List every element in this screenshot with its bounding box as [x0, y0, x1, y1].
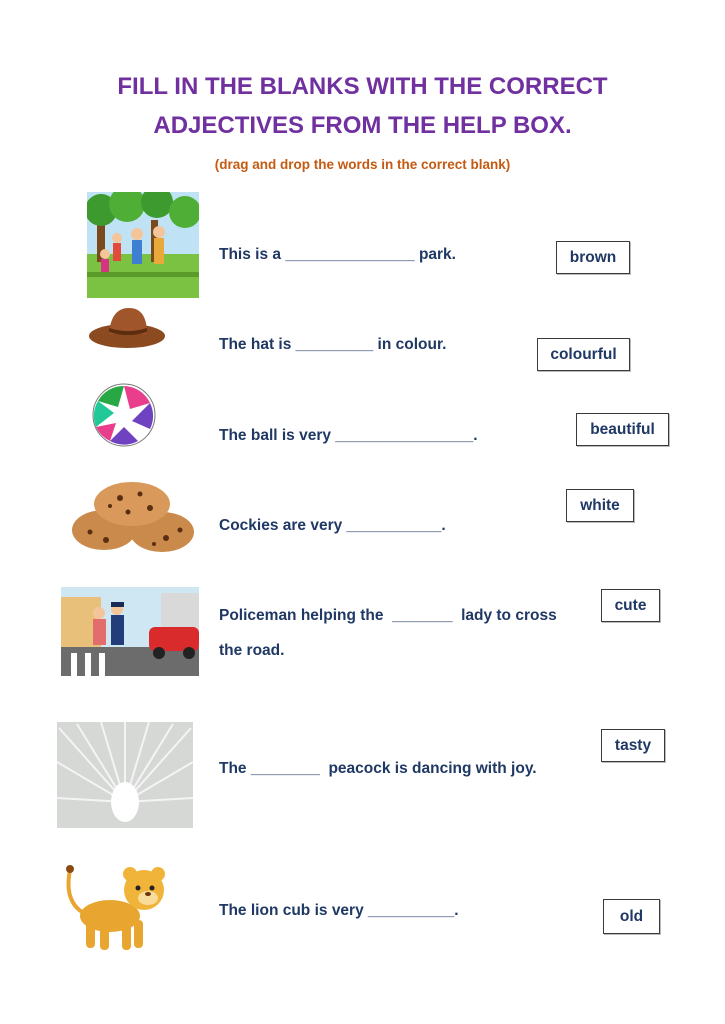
word-tile-tasty[interactable]: tasty: [601, 729, 665, 762]
hat-picture: [87, 302, 169, 354]
policeman-picture: [61, 587, 199, 676]
instructions: (drag and drop the words in the correct blank): [214, 157, 511, 172]
word-tile-old[interactable]: old: [603, 899, 660, 934]
worksheet-title-line-1: FILL IN THE BLANKS WITH THE CORRECT: [117, 73, 608, 100]
ball-picture: [90, 383, 158, 447]
cookies-picture: [70, 478, 198, 562]
word-tile-colourful[interactable]: colourful: [537, 338, 630, 371]
sentence-6: The ________ peacock is dancing with joy.: [219, 760, 537, 777]
sentence-3: The ball is very ________________.: [219, 427, 478, 444]
peacock-picture: [57, 722, 193, 828]
sentence-5-line-1: Policeman helping the _______ lady to cross: [219, 607, 557, 624]
word-tile-beautiful[interactable]: beautiful: [576, 413, 669, 446]
word-tile-cute[interactable]: cute: [601, 589, 660, 622]
word-tile-white[interactable]: white: [566, 489, 634, 522]
park-picture: [87, 192, 199, 298]
sentence-5-line-2: the road.: [219, 642, 285, 659]
sentence-1: This is a _______________ park.: [219, 246, 456, 263]
sentence-7: The lion cub is very __________.: [219, 902, 459, 919]
sentence-2: The hat is _________ in colour.: [219, 336, 447, 353]
word-tile-brown[interactable]: brown: [556, 241, 630, 274]
sentence-4: Cockies are very ___________.: [219, 517, 446, 534]
worksheet-title-line-2: ADJECTIVES FROM THE HELP BOX.: [153, 112, 572, 139]
lion-cub-picture: [60, 860, 172, 954]
